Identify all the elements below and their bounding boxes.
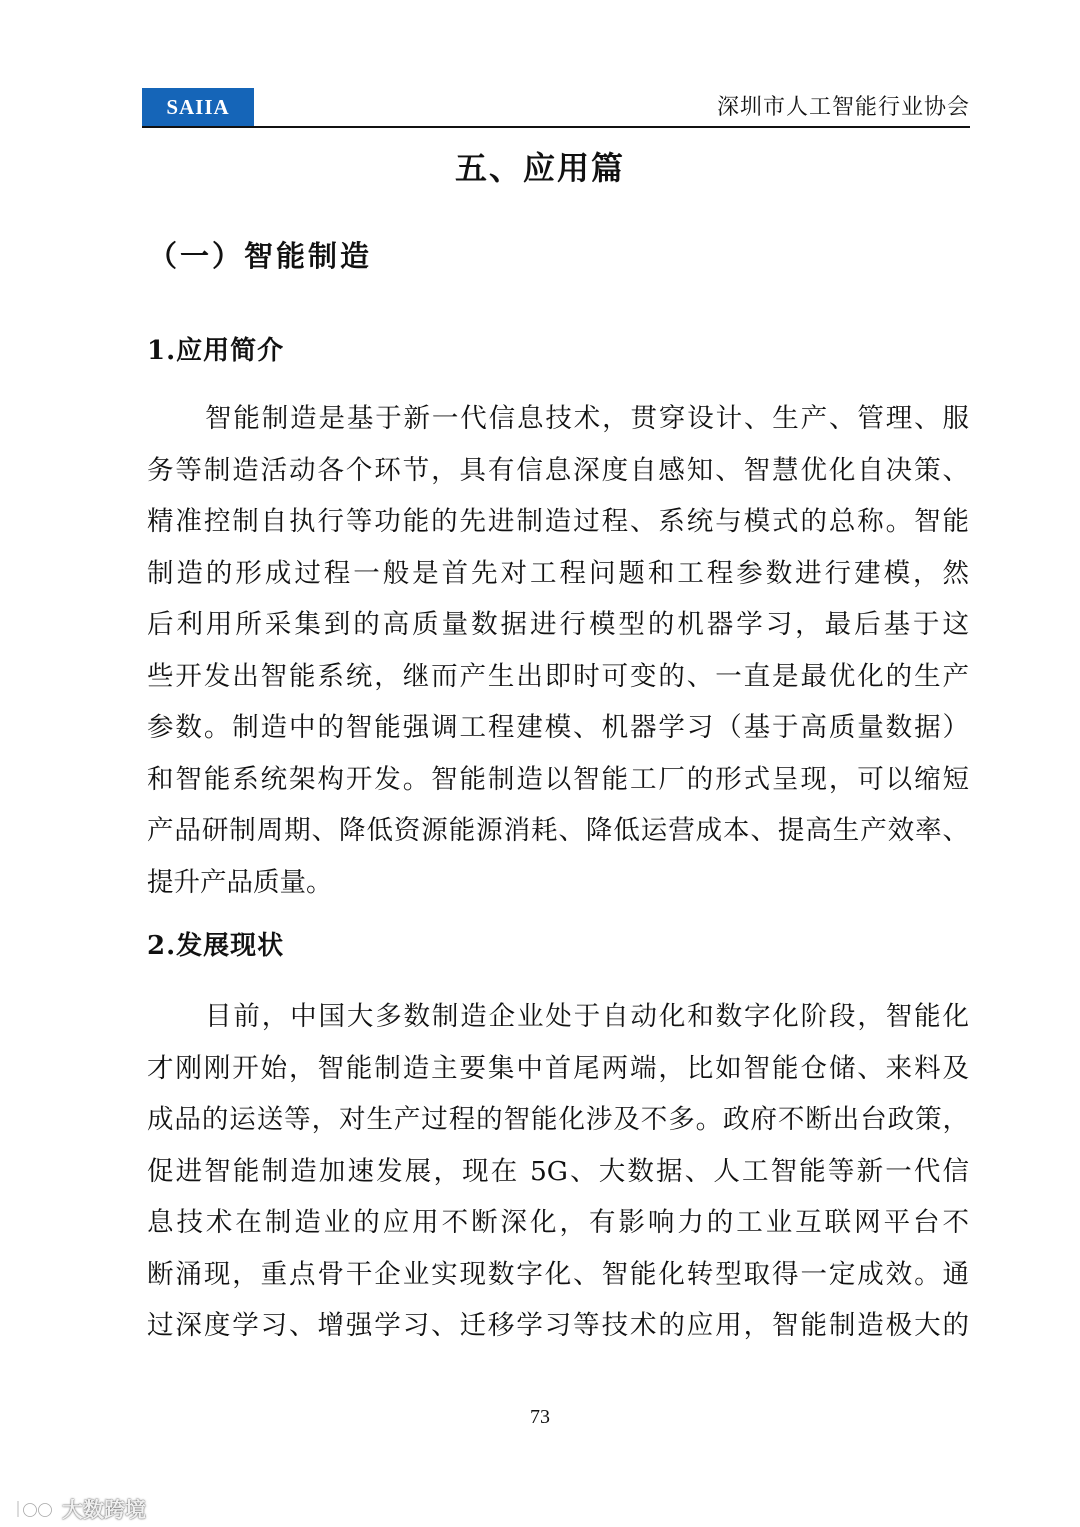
watermark-text: 大数跨境 (62, 1498, 146, 1522)
paragraph-line: 些开发出智能系统，继而产生出即时可变的、一直是最优化的生产 (147, 660, 969, 692)
section-title: （一）智能制造 (148, 239, 373, 273)
paragraph-line: 才刚刚开始，智能制造主要集中首尾两端，比如智能仓储、来料及 (147, 1052, 969, 1084)
paragraph-line: 产品研制周期、降低资源能源消耗、降低运营成本、提高生产效率、 (147, 815, 969, 846)
paragraph-line: 断涌现，重点骨干企业实现数字化、智能化转型取得一定成效。通 (147, 1258, 969, 1290)
paragraph-intro (147, 393, 969, 908)
paragraph-line: 成品的运送等，对生产过程的智能化涉及不多。政府不断出台政策， (147, 1104, 969, 1135)
paragraph-line: 息技术在制造业的应用不断深化，有影响力的工业互联网平台不 (147, 1207, 969, 1238)
subsection-heading-intro: 1.应用简介 (147, 336, 285, 366)
paragraph-line: 目前，中国大多数制造企业处于自动化和数字化阶段，智能化 (205, 1001, 969, 1032)
paragraph-line: 后利用所采集到的高质量数据进行模型的机器学习，最后基于这 (147, 609, 969, 640)
header-organization: 深圳市人工智能行业协会 (716, 95, 970, 120)
paragraph-line: 精准控制自执行等功能的先进制造过程、系统与模式的总称。智能 (147, 506, 969, 537)
paragraph-line: 过深度学习、增强学习、迁移学习等技术的应用，智能制造极大的 (147, 1310, 969, 1341)
paragraph-line: 参数。制造中的智能强调工程建模、机器学习（基于高质量数据） (147, 712, 969, 743)
paragraph-line: 促进智能制造加速发展，现在 5G、大数据、人工智能等新一代信 (147, 1155, 969, 1187)
page-header (142, 88, 970, 128)
header-divider (142, 126, 970, 128)
paragraph-line: 和智能系统架构开发。智能制造以智能工厂的形式呈现，可以缩短 (147, 763, 969, 795)
paragraph-line: 制造的形成过程一般是首先对工程问题和工程参数进行建模，然 (147, 557, 969, 589)
header-badge: SAIIA (142, 88, 254, 126)
paragraph-line: 务等制造活动各个环节，具有信息深度自感知、智慧优化自决策、 (147, 454, 969, 486)
page-number: 73 (530, 1406, 550, 1428)
watermark (14, 1494, 146, 1524)
chapter-title: 五、应用篇 (454, 149, 625, 187)
paragraph-line: 提升产品质量。 (147, 866, 333, 898)
paragraph-line: 智能制造是基于新一代信息技术，贯穿设计、生产、管理、服 (205, 403, 969, 434)
subsection-heading-status: 2.发展现状 (147, 931, 285, 961)
paragraph-status (147, 991, 969, 1352)
logo-icon (14, 1497, 58, 1521)
